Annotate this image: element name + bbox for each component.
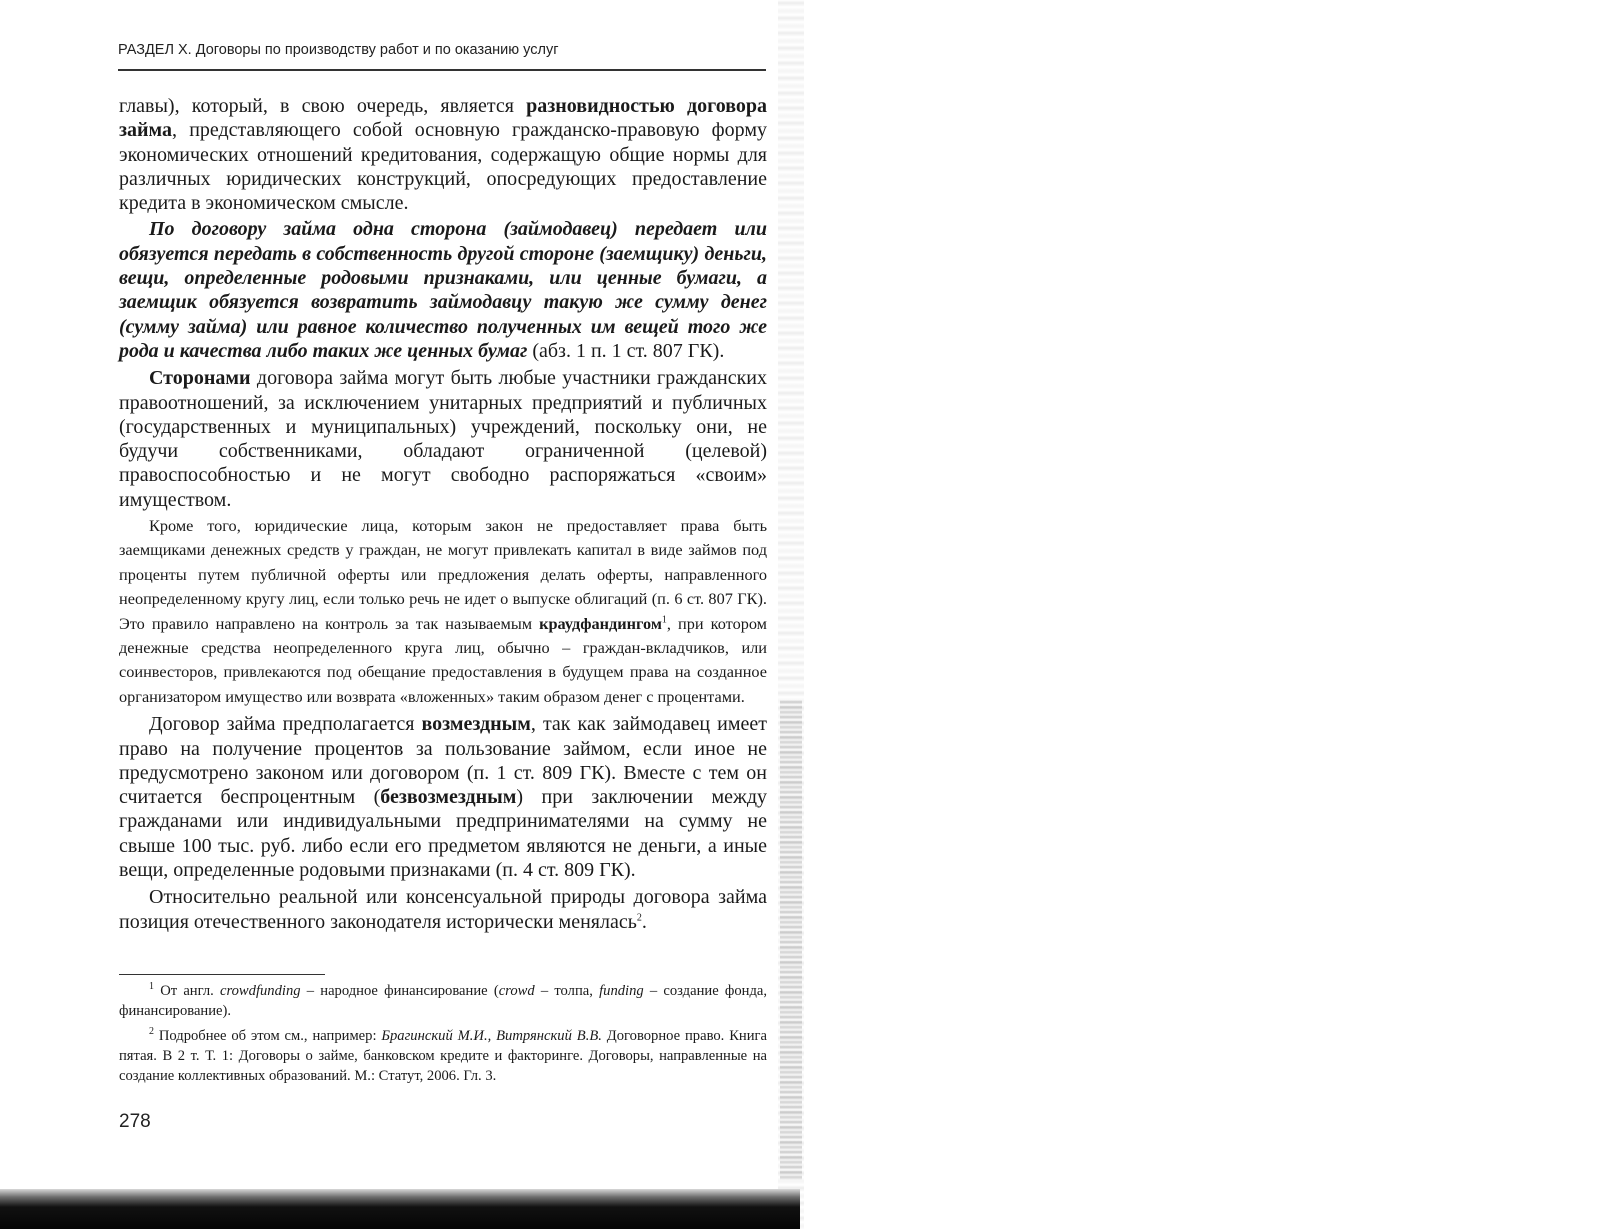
text-run: – толпа,	[534, 983, 600, 999]
text-run: , представляющего собой основную гражданско-правовую форму экономических отношений кредитования, содержащую общие нормы для различных юридических конструкций, опосредующих предоставление кредита в экономическом смысле.	[119, 119, 767, 215]
bold-term: Сторонами	[149, 367, 251, 390]
text-run: От англ.	[154, 983, 220, 999]
text-run: Подробнее об этом см., например:	[154, 1028, 382, 1044]
text-run: Договор займа предполагается	[149, 713, 422, 736]
book-gutter-shadow	[780, 700, 802, 1180]
text-run: , так как займодавец имеет право на получение процентов за пользование займом, если иное не предусмотрено законом или договором (п. 1 ст. 809 ГК). Вместе с тем он считается беспроцентным (	[119, 713, 767, 809]
footnote-rule	[119, 974, 325, 975]
paragraph-nature	[119, 885, 767, 934]
paragraph-small-print	[119, 514, 767, 709]
text-run: .	[641, 910, 647, 933]
italic-term: funding	[599, 983, 644, 999]
paragraph-definition	[119, 217, 767, 363]
definition-text: По договору займа одна сторона (займодавец) передает или обязуется передать в собственность другой стороне (заемщику) деньги, вещи, определенные родовыми признаками, или ценные бумаги, а заемщик обязуется возвратить займодавцу такую же сумму денег (сумму займа) или равное количество полученных им вещей того же рода и качества либо таких же ценных бумаг	[119, 218, 767, 362]
bold-term: безвозмездным	[380, 786, 517, 809]
main-text	[119, 94, 767, 934]
footnotes	[119, 981, 767, 1086]
page-number: 278	[119, 1111, 151, 1132]
text-run: Относительно реальной или консенсуальной природы договора займа позиция отечественного законодателя исторически менялась	[119, 886, 767, 933]
footnote-2	[119, 1026, 767, 1086]
text-run: главы), который, в свою очередь, является	[119, 95, 527, 117]
italic-term: crowd	[498, 983, 535, 999]
text-run: Кроме того, юридические лица, которым закон не предоставляет права быть заемщиками денежных средств у граждан, не могут привлекать капитал в виде займов под проценты путем публичной оферты или предложения делать оферты, направленного неопределенному кругу лиц, если только речь не идет о выпуске облигаций (п. 6 ст. 807 ГК). Это правило направлено на контроль за так называемым	[119, 516, 767, 633]
running-header: РАЗДЕЛ X. Договоры по производству работ и по оказанию услуг	[118, 42, 559, 58]
italic-authors: Брагинский М.И., Витрянский В.В.	[381, 1028, 602, 1044]
paragraph-parties	[119, 366, 767, 512]
footnote-number: 2	[149, 1026, 154, 1038]
text-run: – создание фонда, финансирование).	[119, 983, 767, 1019]
text-run: ) при заключении между гражданами или индивидуальными предпринимателями на сумму не свыше 100 тыс. руб. либо если его предметом являются не деньги, а иные вещи, определенные родовыми признаками (п. 4 ст. 809 ГК).	[119, 786, 767, 882]
text-run: договора займа могут быть любые участники гражданских правоотношений, за исключением унитарных предприятий и публичных (государственных и муниципальных) учреждений, поскольку они, не будучи собственниками, обладают ограниченной (целевой) правоспособностью и не могут свободно распоряжаться «своим» имуществом.	[119, 367, 767, 511]
italic-term: crowdfunding	[220, 983, 301, 999]
text-run: – народное финансирование (	[300, 983, 499, 999]
header-rule	[118, 69, 766, 71]
legal-reference: (абз. 1 п. 1 ст. 807 ГК).	[527, 339, 725, 362]
scan-bottom-edge	[0, 1189, 800, 1229]
footnote-1	[119, 981, 767, 1021]
bold-term: возмездным	[421, 713, 531, 736]
footnote-marker: 2	[636, 912, 642, 924]
paragraph-onerous	[119, 712, 767, 882]
text-run: , при котором денежные средства неопределенного круга лиц, обычно – граждан-вкладчиков, или соинвесторов, привлекаются под обещание предоставления в будущем права на созданное организатором имущество или возврата «вложенных» таким образом денег с процентами.	[119, 613, 767, 706]
bold-term: краудфандингом	[539, 613, 662, 633]
text-run: Договорное право. Книга пятая. В 2 т. Т. 1: Договоры о займе, банковском кредите и факторинге. Договоры, направленные на создание коллективных образований. М.: Статут, 2006. Гл. 3.	[119, 1028, 768, 1084]
bold-term: разновидностью договора займа	[119, 95, 767, 142]
footnote-number: 1	[149, 981, 154, 993]
paragraph-1	[119, 94, 767, 215]
footnote-marker: 1	[661, 614, 667, 626]
